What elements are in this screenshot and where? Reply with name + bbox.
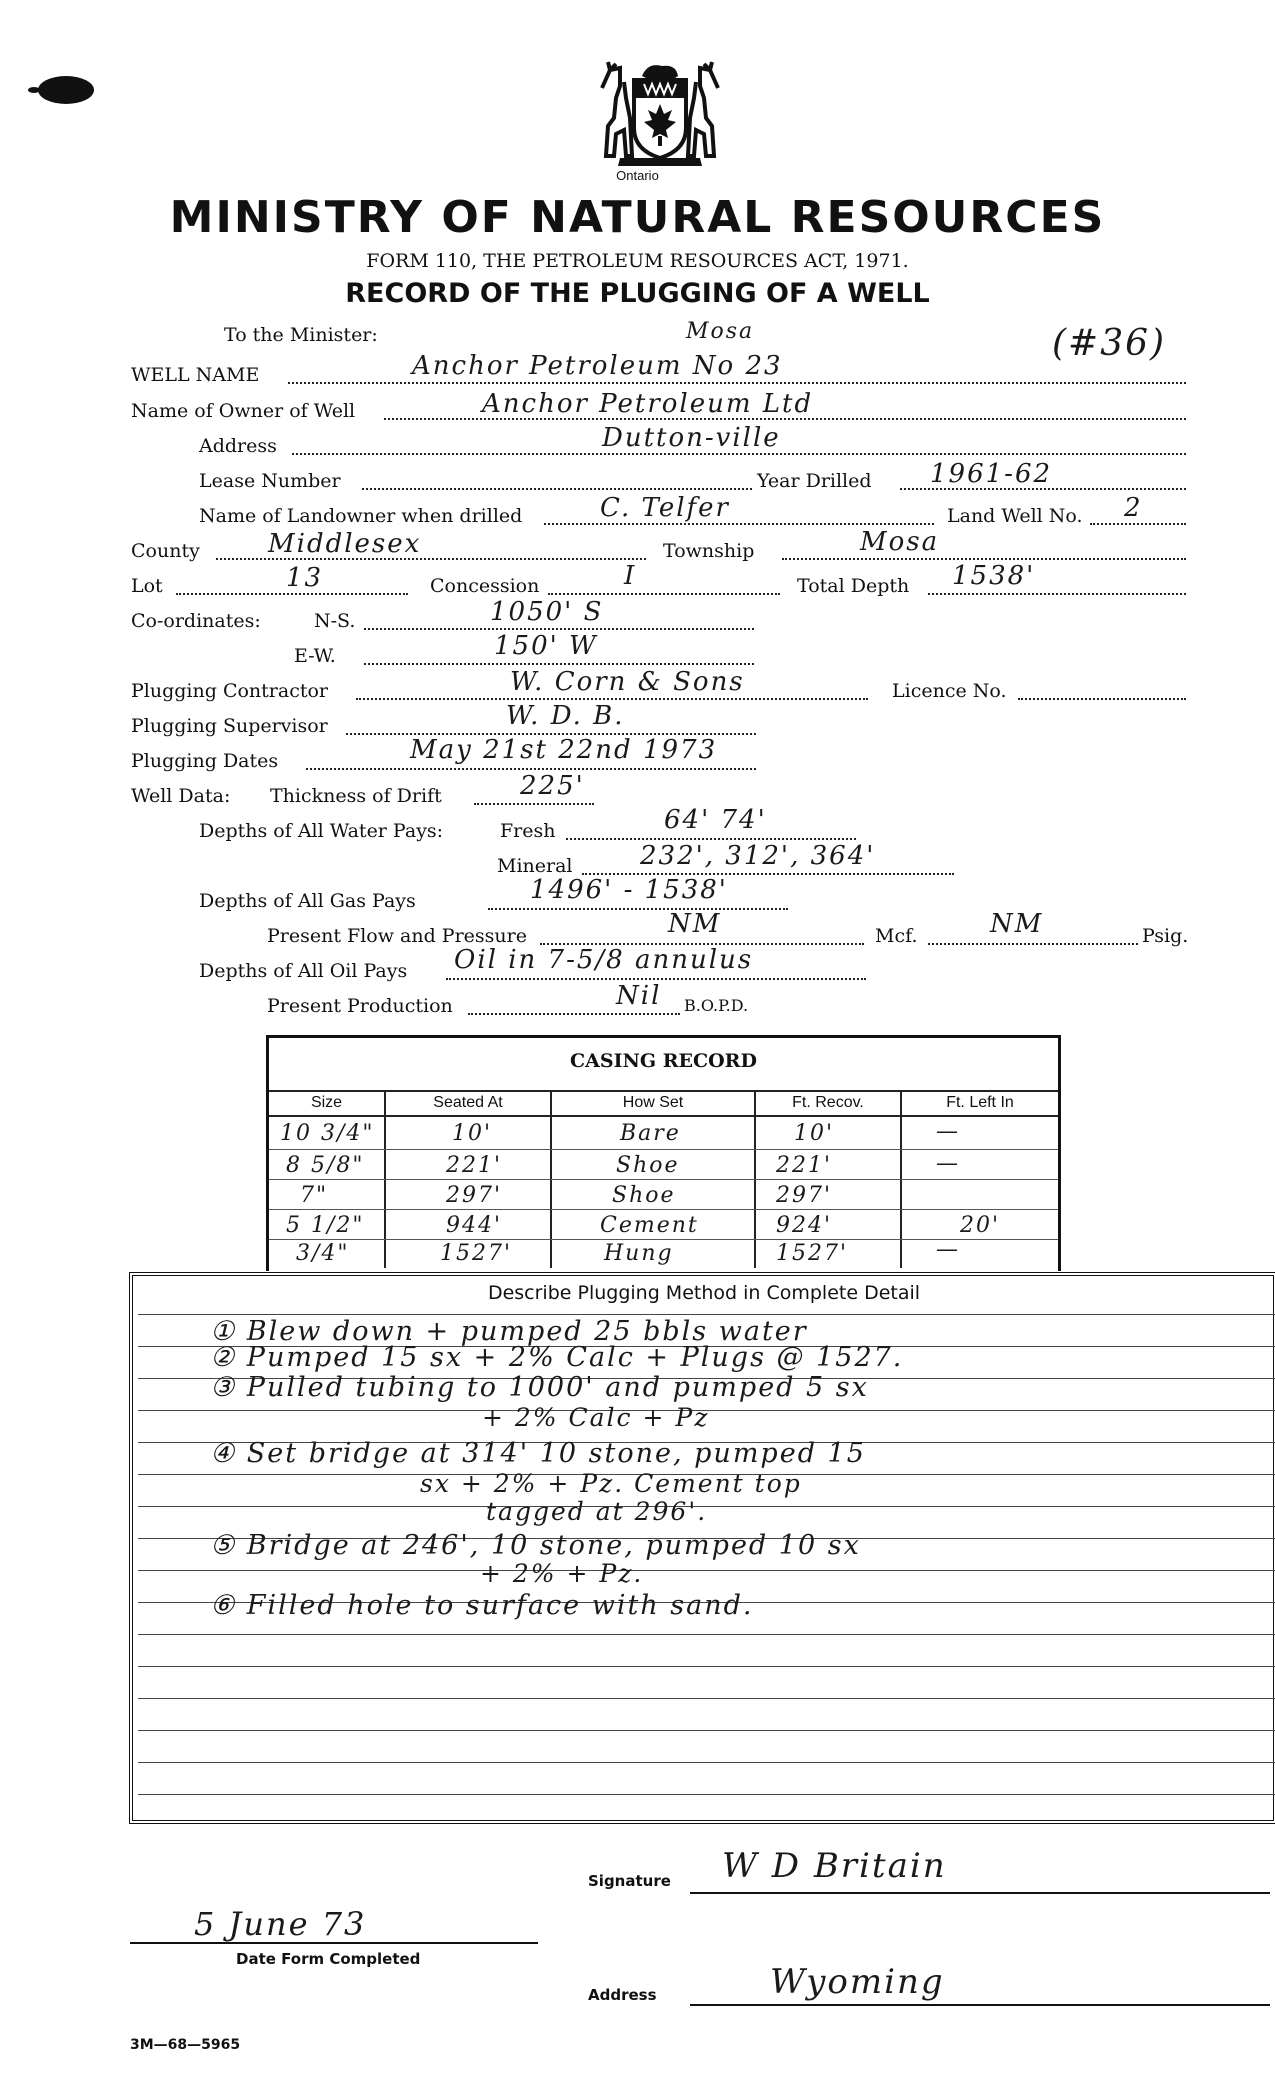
- concession-label: Concession: [430, 575, 540, 597]
- well-name-value: Anchor Petroleum No 23: [412, 351, 783, 381]
- ns-label: N-S.: [314, 610, 356, 632]
- well-name-label: WELL NAME: [131, 364, 260, 386]
- casing-header-left: Ft. Left In: [946, 1094, 1014, 1111]
- casing-cell: 8 5/8": [286, 1153, 365, 1178]
- licence-line: [1018, 698, 1186, 700]
- casing-cell: 3/4": [296, 1241, 350, 1266]
- footer-address-label: Address: [588, 1986, 657, 2004]
- drift-label: Thickness of Drift: [270, 785, 442, 807]
- method-rule: [138, 1634, 1275, 1635]
- plug-supervisor-label: Plugging Supervisor: [131, 715, 328, 737]
- coords-label: Co-ordinates:: [131, 610, 261, 632]
- land-well-line: [1090, 523, 1186, 525]
- township-line: [782, 558, 1186, 560]
- date-label: Date Form Completed: [236, 1950, 421, 1968]
- lot-value: 13: [286, 563, 324, 593]
- method-rule: [138, 1570, 1275, 1571]
- plug-contractor-label: Plugging Contractor: [131, 680, 328, 702]
- crest-caption: Ontario: [616, 168, 659, 183]
- oil-value: Oil in 7-5/8 annulus: [454, 945, 754, 975]
- casing-cell: Hung: [604, 1241, 674, 1266]
- method-line: + 2% + Pz.: [480, 1559, 644, 1588]
- owner-value: Anchor Petroleum Ltd: [482, 389, 814, 419]
- drift-line: [474, 803, 594, 805]
- fresh-line: [566, 838, 856, 840]
- method-rule: [138, 1666, 1275, 1667]
- year-drilled-label: Year Drilled: [757, 470, 872, 492]
- casing-header-seated: Seated At: [433, 1094, 503, 1111]
- casing-header-how-set: How Set: [622, 1094, 684, 1111]
- method-line: + 2% Calc + Pz: [482, 1403, 710, 1432]
- method-rule: [138, 1730, 1275, 1731]
- casing-cell: 297': [446, 1183, 503, 1208]
- signature-label: Signature: [588, 1872, 671, 1890]
- record-title: RECORD OF THE PLUGGING OF A WELL: [345, 278, 930, 309]
- ontario-crest-icon: [590, 58, 730, 168]
- to-minister-label: To the Minister:: [224, 324, 378, 346]
- total-depth-value: 1538': [952, 561, 1036, 591]
- casing-cell: —: [936, 1151, 960, 1176]
- concession-value: I: [624, 561, 637, 591]
- fresh-label: Fresh: [500, 820, 556, 842]
- casing-cell: 944': [446, 1213, 503, 1238]
- ns-line: [364, 628, 754, 630]
- method-line: sx + 2% + Pz. Cement top: [420, 1469, 802, 1498]
- flow-label: Present Flow and Pressure: [267, 925, 527, 947]
- lease-label: Lease Number: [199, 470, 341, 492]
- total-depth-label: Total Depth: [797, 575, 910, 597]
- casing-header-rule: [269, 1090, 1058, 1092]
- gas-value: 1496' - 1538': [530, 875, 728, 905]
- method-line: ② Pumped 15 sx + 2% Calc + Plugs @ 1527.: [210, 1342, 904, 1373]
- year-drilled-value: 1961-62: [930, 459, 1053, 489]
- production-line: [468, 1013, 680, 1015]
- county-value: Middlesex: [268, 529, 422, 559]
- oil-label: Depths of All Oil Pays: [199, 960, 408, 982]
- ew-value: 150' W: [494, 631, 598, 661]
- psig-line: [928, 943, 1138, 945]
- casing-subheader-rule: [269, 1115, 1058, 1117]
- lot-line: [176, 593, 408, 595]
- address-label: Address: [199, 435, 277, 457]
- water-label: Depths of All Water Pays:: [199, 820, 444, 842]
- signature-line: [690, 1892, 1270, 1894]
- total-depth-line: [928, 593, 1186, 595]
- psig-value: NM: [990, 909, 1044, 939]
- casing-cell: 1527': [776, 1241, 849, 1266]
- casing-cell: 10': [794, 1121, 835, 1146]
- county-label: County: [131, 540, 200, 562]
- well-number-circled: (#36): [1052, 323, 1167, 364]
- casing-cell: —: [936, 1119, 960, 1144]
- licence-label: Licence No.: [892, 680, 1007, 702]
- method-rule: [138, 1762, 1275, 1763]
- well-name-note: Mosa: [686, 319, 755, 344]
- plugging-method-title: Describe Plugging Method in Complete Detail: [487, 1282, 921, 1304]
- method-rule: [138, 1794, 1275, 1795]
- casing-cell: Shoe: [616, 1153, 680, 1178]
- owner-label: Name of Owner of Well: [131, 400, 356, 422]
- ns-value: 1050' S: [490, 597, 604, 627]
- plug-contractor-value: W. Corn & Sons: [510, 667, 745, 697]
- landowner-value: C. Telfer: [600, 493, 730, 523]
- well-data-label: Well Data:: [131, 785, 231, 807]
- method-rule: [138, 1698, 1275, 1699]
- form-code: 3M—68—5965: [130, 2037, 241, 2053]
- footer-address-line: [690, 2004, 1270, 2006]
- landowner-line: [544, 523, 934, 525]
- plug-dates-value: May 21st 22nd 1973: [410, 735, 718, 765]
- plug-contractor-line: [356, 698, 868, 700]
- casing-record-title: CASING RECORD: [570, 1050, 757, 1072]
- casing-cell: 221': [446, 1153, 503, 1178]
- land-well-value: 2: [1124, 493, 1143, 523]
- fresh-value: 64' 74': [664, 805, 767, 835]
- psig-label: Psig.: [1142, 925, 1189, 947]
- method-line: ③ Pulled tubing to 1000' and pumped 5 sx: [210, 1372, 869, 1403]
- landowner-label: Name of Landowner when drilled: [199, 505, 523, 527]
- mcf-label: Mcf.: [875, 925, 918, 947]
- casing-header-size: Size: [310, 1094, 343, 1111]
- lot-label: Lot: [131, 575, 163, 597]
- gas-line: [488, 908, 788, 910]
- casing-cell: Shoe: [612, 1183, 676, 1208]
- casing-cell: 7": [300, 1183, 329, 1208]
- ministry-title: MINISTRY OF NATURAL RESOURCES: [169, 192, 1106, 243]
- casing-cell: Bare: [620, 1121, 681, 1146]
- township-label: Township: [663, 540, 755, 562]
- lease-line: [362, 488, 752, 490]
- casing-cell: —: [936, 1237, 960, 1262]
- date-value: 5 June 73: [194, 1905, 367, 1943]
- casing-cell: 924': [776, 1213, 833, 1238]
- form-subtitle: FORM 110, THE PETROLEUM RESOURCES ACT, 1971.: [366, 250, 909, 272]
- drift-value: 225': [520, 771, 585, 801]
- date-line: [130, 1942, 538, 1944]
- method-line: ① Blew down + pumped 25 bbls water: [210, 1316, 808, 1347]
- casing-cell: 10 3/4": [280, 1121, 375, 1146]
- casing-cell: 5 1/2": [286, 1213, 365, 1238]
- address-line: [292, 453, 1186, 455]
- method-line: tagged at 296'.: [486, 1497, 708, 1526]
- well-name-line: [288, 382, 1186, 384]
- production-value: Nil: [616, 981, 662, 1011]
- production-label: Present Production: [267, 995, 453, 1017]
- method-rule: [138, 1314, 1275, 1315]
- plug-dates-label: Plugging Dates: [131, 750, 279, 772]
- casing-cell: 1527': [440, 1241, 513, 1266]
- method-line: ⑥ Filled hole to surface with sand.: [210, 1590, 754, 1621]
- ew-label: E-W.: [294, 645, 336, 667]
- ew-line: [364, 663, 754, 665]
- mineral-label: Mineral: [497, 855, 573, 877]
- address-value: Dutton-ville: [602, 423, 781, 453]
- gas-label: Depths of All Gas Pays: [199, 890, 416, 912]
- signature-value: W D Britain: [722, 1846, 947, 1886]
- casing-cell: 10': [452, 1121, 493, 1146]
- mineral-value: 232', 312', 364': [640, 841, 876, 871]
- footer-address-value: Wyoming: [770, 1962, 945, 2002]
- plug-dates-line: [306, 768, 756, 770]
- casing-header-recov: Ft. Recov.: [792, 1094, 864, 1111]
- casing-cell: 221': [776, 1153, 833, 1178]
- casing-cell: 20': [960, 1213, 1001, 1238]
- oil-line: [446, 978, 866, 980]
- method-line: ④ Set bridge at 314' 10 stone, pumped 15: [210, 1438, 866, 1469]
- concession-line: [548, 593, 780, 595]
- land-well-label: Land Well No.: [947, 505, 1083, 527]
- flow-value: NM: [668, 909, 722, 939]
- ink-blot-icon: [20, 70, 100, 110]
- township-value: Mosa: [860, 527, 940, 557]
- bopd-label: B.O.P.D.: [684, 996, 749, 1015]
- casing-cell: 297': [776, 1183, 833, 1208]
- casing-cell: Cement: [600, 1213, 699, 1238]
- method-line: ⑤ Bridge at 246', 10 stone, pumped 10 sx: [210, 1530, 861, 1561]
- plug-supervisor-value: W. D. B.: [506, 701, 625, 731]
